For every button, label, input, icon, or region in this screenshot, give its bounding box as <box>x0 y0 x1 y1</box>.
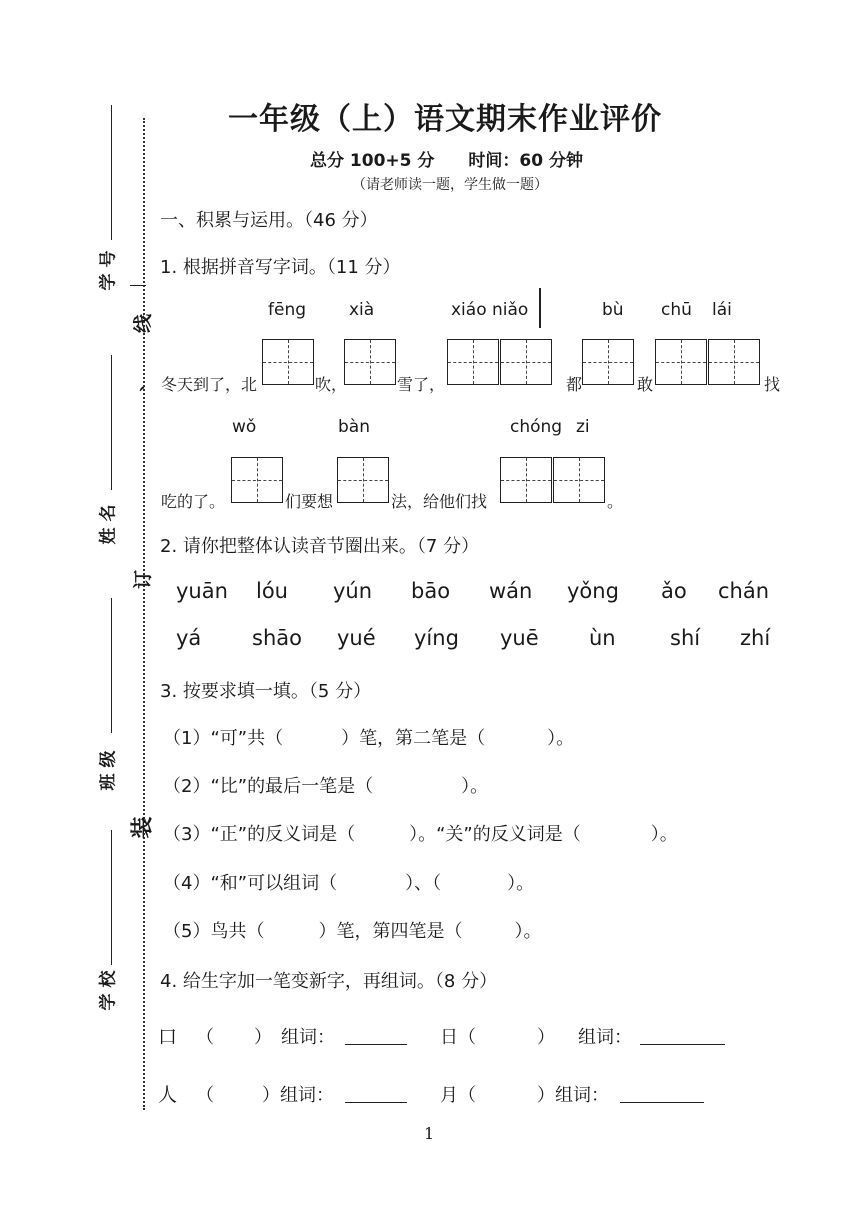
binding-dash <box>130 285 146 286</box>
student-no-label: 学 号 <box>98 250 119 291</box>
syllable[interactable]: ùn <box>589 626 616 650</box>
pinyin: xià <box>349 300 375 320</box>
syllable[interactable]: shí <box>670 626 701 650</box>
class-label: 班 级 <box>98 750 119 791</box>
sentence-text: 吃的了。 <box>161 492 226 511</box>
fill-item-1: （1）“可”共（ ）笔，第二笔是（ ）。 <box>163 728 575 749</box>
writing-box[interactable] <box>708 339 760 385</box>
pinyin: chū <box>661 300 692 320</box>
base-char: 月（ <box>440 1085 476 1106</box>
sentence-text: 们要想 <box>285 492 334 511</box>
syllable[interactable]: ǎo <box>661 579 687 603</box>
word-label: 组词： <box>281 1027 335 1048</box>
binding-char-line: 线 <box>132 313 155 334</box>
student-no-line <box>111 105 112 240</box>
stray-mark <box>539 288 541 328</box>
paren: （ <box>196 1027 214 1048</box>
sentence-text: 雪了， <box>397 375 446 394</box>
sentence-text: 找 <box>764 375 781 394</box>
score-time-info: 总分 100+5 分 时间：60 分钟 <box>310 151 583 171</box>
school-line <box>111 830 112 965</box>
paren: ） <box>537 1027 555 1048</box>
word-label: ）组词： <box>262 1085 334 1106</box>
name-line <box>111 355 112 490</box>
q3-title: 3. 按要求填一填。（5 分） <box>160 681 372 702</box>
syllable[interactable]: bāo <box>411 579 451 603</box>
sentence-text: 都 <box>566 375 583 394</box>
fill-item-4: （4）“和”可以组词（ ）、（ ）。 <box>163 873 535 894</box>
binding-char-order: 订 <box>132 569 155 590</box>
writing-box[interactable] <box>262 339 314 385</box>
writing-box[interactable] <box>337 457 389 503</box>
school-label: 学 校 <box>98 970 119 1011</box>
binding-dotted-line <box>143 118 145 1110</box>
syllable[interactable]: wán <box>489 579 533 603</box>
writing-box[interactable] <box>582 339 634 385</box>
binding-char-pack: 装 <box>130 816 156 839</box>
answer-line[interactable] <box>345 1102 407 1103</box>
base-char: 人 <box>158 1084 178 1106</box>
pinyin: zi <box>576 417 590 437</box>
syllable[interactable]: yuē <box>500 626 539 650</box>
writing-box[interactable] <box>500 457 552 503</box>
writing-box[interactable] <box>344 339 396 385</box>
pinyin: bàn <box>338 417 370 437</box>
pinyin: fēng <box>268 300 307 320</box>
syllable[interactable]: yá <box>176 626 202 650</box>
paren: ） <box>254 1027 272 1048</box>
instruction-note: （请老师读一题，学生做一题） <box>352 177 548 193</box>
sentence-text: 吹， <box>315 375 348 394</box>
pinyin: bù <box>602 300 624 320</box>
answer-line[interactable] <box>345 1044 407 1045</box>
paren: （ <box>196 1085 214 1106</box>
syllable[interactable]: lóu <box>256 579 288 603</box>
word-label: ）组词： <box>537 1085 609 1106</box>
syllable[interactable]: yué <box>337 626 376 650</box>
writing-box[interactable] <box>447 339 499 385</box>
sentence-text: 敢 <box>637 375 654 394</box>
name-label: 姓 名 <box>98 504 119 545</box>
fill-item-5: （5）鸟共（ ）笔，第四笔是（ ）。 <box>163 921 542 942</box>
writing-box[interactable] <box>553 457 605 503</box>
q2-title: 2. 请你把整体认读音节圈出来。（7 分） <box>160 536 480 557</box>
section-title: 一、积累与运用。（46 分） <box>160 210 378 231</box>
base-char: 日（ <box>440 1027 476 1048</box>
fill-item-3: （3）“正”的反义词是（ ）。“关”的反义词是（ ）。 <box>163 824 678 845</box>
writing-box[interactable] <box>500 339 552 385</box>
class-line <box>111 598 112 733</box>
sentence-text: 冬天到了，北 <box>161 375 258 394</box>
syllable[interactable]: yíng <box>414 626 459 650</box>
sentence-text: 法，给他们找 <box>391 492 488 511</box>
syllable[interactable]: shāo <box>252 626 302 650</box>
page-title: 一年级（上）语文期末作业评价 <box>228 102 662 137</box>
writing-box[interactable] <box>231 457 283 503</box>
syllable[interactable]: yǒng <box>567 579 619 603</box>
base-char: 口 <box>158 1026 178 1048</box>
syllable[interactable]: yuān <box>176 579 228 603</box>
q1-title: 1. 根据拼音写字词。（11 分） <box>160 257 401 278</box>
syllable[interactable]: chán <box>718 579 770 603</box>
pinyin: lái <box>712 300 732 320</box>
binding-comma: 、 <box>127 375 147 392</box>
pinyin: xiáo niǎo <box>451 300 529 320</box>
syllable[interactable]: zhí <box>740 626 771 650</box>
pinyin: wǒ <box>232 417 257 437</box>
writing-box[interactable] <box>655 339 707 385</box>
answer-line[interactable] <box>620 1102 704 1103</box>
q4-title: 4. 给生字加一笔变新字，再组词。（8 分） <box>160 971 498 992</box>
fill-item-2: （2）“比”的最后一笔是（ ）。 <box>163 776 489 797</box>
syllable[interactable]: yún <box>333 579 373 603</box>
page-number: 1 <box>424 1124 435 1143</box>
pinyin: chóng <box>510 417 563 437</box>
sentence-text: 。 <box>607 492 624 511</box>
answer-line[interactable] <box>640 1044 725 1045</box>
word-label: 组词： <box>578 1027 632 1048</box>
